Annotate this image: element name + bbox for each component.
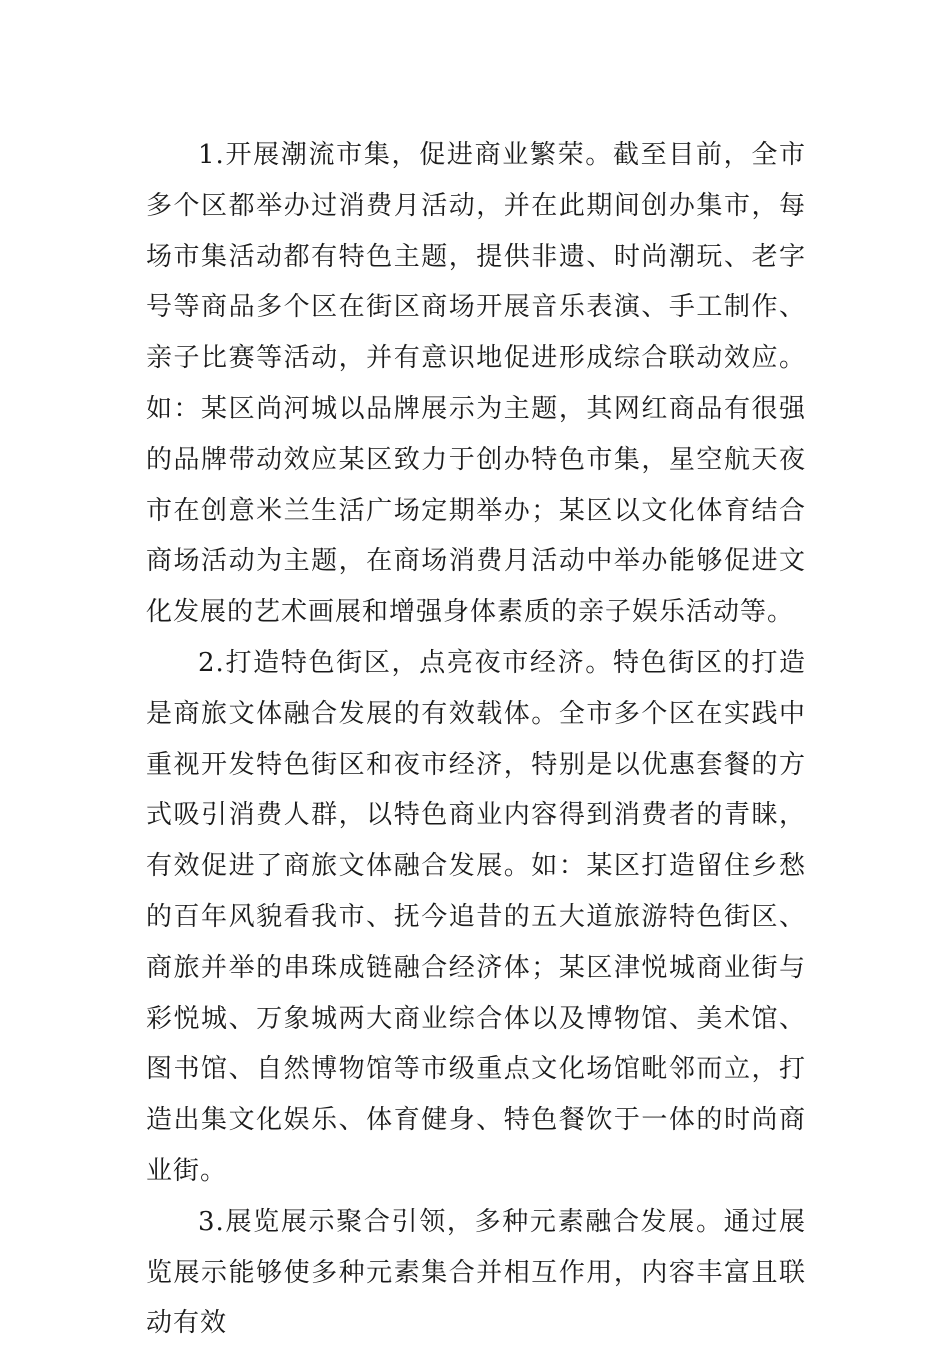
document-body [146,130,806,1349]
paragraph-1: 1.开展潮流市集，促进商业繁荣。截至目前，全市多个区都举办过消费月活动，并在此期间创办集市，每场市集活动都有特色主题，提供非遗、时尚潮玩、老字号等商品多个区在街区商场开展音乐表演、手工制作、亲子比赛等活动，并有意识地促进形成综合联动效应。如：某区尚河城以品牌展示为主题，其网红商品有很强的品牌带动效应某区致力于创办特色市集，星空航天夜市在创意米兰生活广场定期举办；某区以文化体育结合商场活动为主题，在商场消费月活动中举办能够促进文化发展的艺术画展和增强身体素质的亲子娱乐活动等。 [146,140,806,628]
paragraph-2: 2.打造特色街区，点亮夜市经济。特色街区的打造是商旅文体融合发展的有效载体。全市多个区在实践中重视开发特色街区和夜市经济，特别是以优惠套餐的方式吸引消费人群，以特色商业内容得到消费者的青睐，有效促进了商旅文体融合发展。如：某区打造留住乡愁的百年风貌看我市、抚今追昔的五大道旅游特色街区、商旅并举的串珠成链融合经济体；某区津悦城商业街与彩悦城、万象城两大商业综合体以及博物馆、美术馆、图书馆、自然博物馆等市级重点文化场馆毗邻而立，打造出集文化娱乐、体育健身、特色餐饮于一体的时尚商业街。 [146,647,806,1186]
paragraph-3: 3.展览展示聚合引领，多种元素融合发展。通过展览展示能够使多种元素集合并相互作用，内容丰富且联动有效 [146,1206,806,1339]
